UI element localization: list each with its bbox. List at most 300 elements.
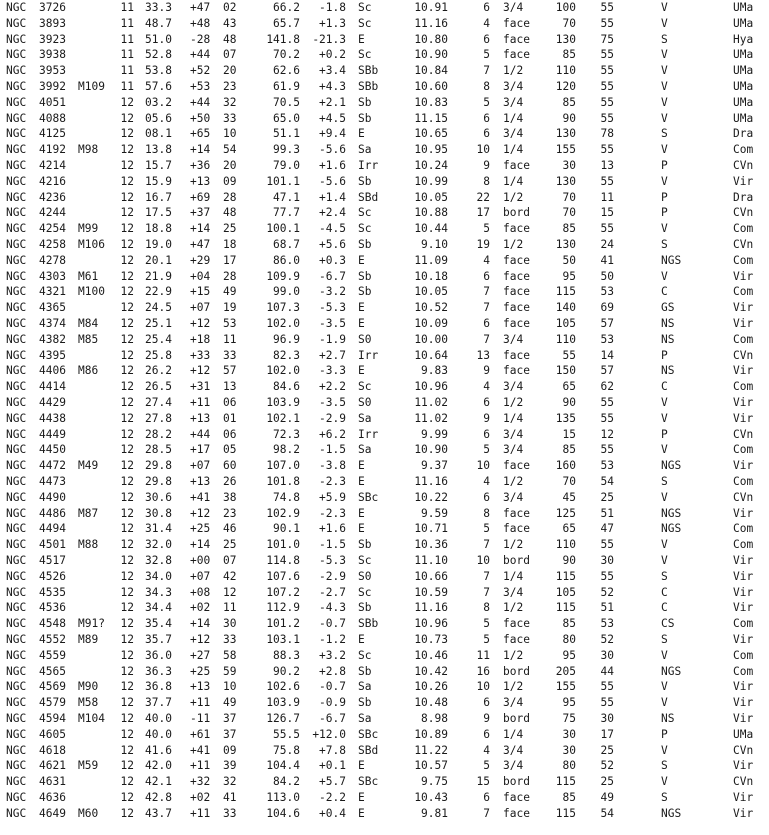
ra-minutes-cell: 20.1 bbox=[145, 253, 172, 267]
orientation-cell: 3/4 bbox=[503, 759, 524, 773]
orientation-cell: 3/4 bbox=[503, 443, 524, 457]
size-cell: 10 bbox=[476, 143, 490, 157]
ngc-number-cell: 4494 bbox=[39, 522, 66, 536]
group-cell: C bbox=[661, 601, 668, 615]
ra-minutes-cell: 03.2 bbox=[145, 95, 172, 109]
table-row bbox=[0, 395, 769, 411]
group-cell: C bbox=[661, 285, 668, 299]
gal-longitude-cell: 61.9 bbox=[273, 80, 300, 93]
constellation-cell: Vir bbox=[733, 554, 754, 567]
dec-degrees-cell: -11 bbox=[190, 712, 211, 725]
orientation-cell: 3/4 bbox=[503, 1, 524, 14]
position-angle-cell: 30 bbox=[562, 159, 576, 172]
constellation-cell: UMa bbox=[733, 64, 754, 78]
catalog-cell: NGC bbox=[6, 206, 27, 220]
position-angle-cell: 140 bbox=[555, 301, 576, 315]
ngc-number-cell: 4594 bbox=[39, 712, 66, 725]
dec-degrees-cell: +07 bbox=[190, 569, 211, 583]
ra-minutes-cell: 43.7 bbox=[145, 806, 172, 820]
group-cell: V bbox=[661, 696, 668, 710]
ra-minutes-cell: 22.9 bbox=[145, 285, 172, 299]
gal-latitude-cell: +1.3 bbox=[319, 16, 346, 30]
position-angle-cell: 85 bbox=[562, 791, 576, 804]
distance-cell: 30 bbox=[600, 712, 614, 725]
orientation-cell: face bbox=[503, 32, 530, 46]
constellation-cell: CVn bbox=[733, 159, 754, 172]
morph-type-cell: SBb bbox=[358, 80, 379, 93]
ra-hours-cell: 12 bbox=[120, 633, 134, 646]
ra-minutes-cell: 27.4 bbox=[145, 396, 172, 409]
ra-hours-cell: 12 bbox=[120, 206, 134, 220]
gal-longitude-cell: 102.1 bbox=[266, 411, 300, 425]
ngc-number-cell: 4559 bbox=[39, 648, 66, 662]
morph-type-cell: S0 bbox=[358, 569, 372, 583]
dec-degrees-cell: +44 bbox=[190, 95, 211, 109]
orientation-cell: 1/4 bbox=[503, 727, 524, 741]
position-angle-cell: 55 bbox=[562, 348, 576, 362]
magnitude-cell: 10.66 bbox=[414, 569, 448, 583]
catalog-cell: NGC bbox=[6, 759, 27, 773]
position-angle-cell: 15 bbox=[562, 427, 576, 441]
ra-hours-cell: 12 bbox=[120, 380, 134, 394]
position-angle-cell: 30 bbox=[562, 727, 576, 741]
gal-latitude-cell: -21.3 bbox=[312, 32, 346, 46]
gal-longitude-cell: 62.6 bbox=[273, 64, 300, 78]
gal-longitude-cell: 103.9 bbox=[266, 396, 300, 409]
ra-hours-cell: 11 bbox=[120, 16, 134, 30]
distance-cell: 54 bbox=[600, 475, 614, 488]
position-angle-cell: 130 bbox=[555, 238, 576, 251]
constellation-cell: CVn bbox=[733, 206, 754, 220]
gal-longitude-cell: 107.3 bbox=[266, 301, 300, 315]
dec-degrees-cell: +02 bbox=[190, 791, 211, 804]
table-row bbox=[0, 0, 769, 16]
magnitude-cell: 9.83 bbox=[421, 364, 448, 378]
size-cell: 6 bbox=[483, 32, 490, 46]
table-row bbox=[0, 332, 769, 348]
orientation-cell: 1/4 bbox=[503, 143, 524, 157]
constellation-cell: Com bbox=[733, 443, 754, 457]
orientation-cell: 1/2 bbox=[503, 396, 524, 409]
position-angle-cell: 115 bbox=[555, 806, 576, 820]
catalog-cell: NGC bbox=[6, 712, 27, 725]
magnitude-cell: 10.36 bbox=[414, 538, 448, 552]
table-row bbox=[0, 695, 769, 711]
messier-cell: M86 bbox=[78, 364, 99, 378]
ra-hours-cell: 12 bbox=[120, 601, 134, 615]
dec-minutes-cell: 33 bbox=[223, 633, 237, 646]
table-row bbox=[0, 600, 769, 616]
dec-minutes-cell: 37 bbox=[223, 727, 237, 741]
ra-minutes-cell: 17.5 bbox=[145, 206, 172, 220]
ngc-number-cell: 4618 bbox=[39, 743, 66, 757]
gal-longitude-cell: 65.7 bbox=[273, 16, 300, 30]
gal-latitude-cell: +5.9 bbox=[319, 490, 346, 504]
dec-degrees-cell: +14 bbox=[190, 617, 211, 631]
dec-minutes-cell: 46 bbox=[223, 522, 237, 536]
catalog-cell: NGC bbox=[6, 364, 27, 378]
constellation-cell: Vir bbox=[733, 601, 754, 615]
morph-type-cell: Sb bbox=[358, 174, 372, 188]
distance-cell: 55 bbox=[600, 48, 614, 62]
orientation-cell: face bbox=[503, 348, 530, 362]
catalog-cell: NGC bbox=[6, 490, 27, 504]
orientation-cell: 1/2 bbox=[503, 680, 524, 694]
magnitude-cell: 9.10 bbox=[421, 238, 448, 251]
ra-hours-cell: 12 bbox=[120, 427, 134, 441]
gal-longitude-cell: 141.8 bbox=[266, 32, 300, 46]
distance-cell: 55 bbox=[600, 174, 614, 188]
magnitude-cell: 10.95 bbox=[414, 143, 448, 157]
ra-hours-cell: 12 bbox=[120, 238, 134, 251]
magnitude-cell: 11.10 bbox=[414, 554, 448, 567]
constellation-cell: Vir bbox=[733, 364, 754, 378]
ra-hours-cell: 12 bbox=[120, 411, 134, 425]
table-row bbox=[0, 348, 769, 364]
morph-type-cell: SBd bbox=[358, 743, 379, 757]
gal-latitude-cell: -4.5 bbox=[319, 222, 346, 236]
table-row bbox=[0, 379, 769, 395]
morph-type-cell: Irr bbox=[358, 159, 379, 172]
position-angle-cell: 110 bbox=[555, 64, 576, 78]
constellation-cell: Dra bbox=[733, 127, 754, 141]
ra-hours-cell: 12 bbox=[120, 617, 134, 631]
table-row bbox=[0, 506, 769, 522]
orientation-cell: face bbox=[503, 317, 530, 330]
position-angle-cell: 70 bbox=[562, 475, 576, 488]
size-cell: 6 bbox=[483, 696, 490, 710]
magnitude-cell: 10.73 bbox=[414, 633, 448, 646]
catalog-cell: NGC bbox=[6, 396, 27, 409]
magnitude-cell: 10.44 bbox=[414, 222, 448, 236]
orientation-cell: face bbox=[503, 506, 530, 520]
distance-cell: 41 bbox=[600, 253, 614, 267]
table-row bbox=[0, 111, 769, 127]
orientation-cell: 1/4 bbox=[503, 411, 524, 425]
table-row bbox=[0, 300, 769, 316]
ngc-number-cell: 4278 bbox=[39, 253, 66, 267]
magnitude-cell: 10.99 bbox=[414, 174, 448, 188]
gal-longitude-cell: 47.1 bbox=[273, 190, 300, 204]
constellation-cell: CVn bbox=[733, 490, 754, 504]
position-angle-cell: 120 bbox=[555, 80, 576, 93]
dec-degrees-cell: +12 bbox=[190, 506, 211, 520]
ra-hours-cell: 12 bbox=[120, 475, 134, 488]
dec-degrees-cell: +14 bbox=[190, 143, 211, 157]
dec-degrees-cell: +12 bbox=[190, 364, 211, 378]
gal-latitude-cell: -2.9 bbox=[319, 569, 346, 583]
morph-type-cell: E bbox=[358, 759, 365, 773]
ra-minutes-cell: 28.5 bbox=[145, 443, 172, 457]
ra-hours-cell: 11 bbox=[120, 32, 134, 46]
position-angle-cell: 130 bbox=[555, 174, 576, 188]
catalog-cell: NGC bbox=[6, 127, 27, 141]
gal-longitude-cell: 74.8 bbox=[273, 490, 300, 504]
ngc-number-cell: 4088 bbox=[39, 111, 66, 125]
gal-longitude-cell: 68.7 bbox=[273, 238, 300, 251]
morph-type-cell: E bbox=[358, 253, 365, 267]
orientation-cell: face bbox=[503, 364, 530, 378]
magnitude-cell: 10.64 bbox=[414, 348, 448, 362]
catalog-cell: NGC bbox=[6, 411, 27, 425]
group-cell: V bbox=[661, 680, 668, 694]
ra-minutes-cell: 37.7 bbox=[145, 696, 172, 710]
catalog-cell: NGC bbox=[6, 506, 27, 520]
group-cell: S bbox=[661, 569, 668, 583]
constellation-cell: Vir bbox=[733, 680, 754, 694]
dec-degrees-cell: +27 bbox=[190, 648, 211, 662]
gal-latitude-cell: -5.6 bbox=[319, 143, 346, 157]
distance-cell: 55 bbox=[600, 64, 614, 78]
distance-cell: 44 bbox=[600, 664, 614, 678]
ra-hours-cell: 12 bbox=[120, 554, 134, 567]
morph-type-cell: E bbox=[358, 364, 365, 378]
magnitude-cell: 10.91 bbox=[414, 1, 448, 14]
group-cell: V bbox=[661, 554, 668, 567]
position-angle-cell: 70 bbox=[562, 206, 576, 220]
gal-longitude-cell: 99.3 bbox=[273, 143, 300, 157]
size-cell: 9 bbox=[483, 411, 490, 425]
dec-degrees-cell: +25 bbox=[190, 664, 211, 678]
size-cell: 7 bbox=[483, 285, 490, 299]
table-row bbox=[0, 411, 769, 427]
distance-cell: 30 bbox=[600, 554, 614, 567]
orientation-cell: 3/4 bbox=[503, 380, 524, 394]
magnitude-cell: 10.71 bbox=[414, 522, 448, 536]
distance-cell: 55 bbox=[600, 569, 614, 583]
gal-longitude-cell: 66.2 bbox=[273, 1, 300, 14]
distance-cell: 55 bbox=[600, 95, 614, 109]
position-angle-cell: 105 bbox=[555, 317, 576, 330]
catalog-cell: NGC bbox=[6, 285, 27, 299]
group-cell: S bbox=[661, 32, 668, 46]
group-cell: CS bbox=[661, 617, 675, 631]
morph-type-cell: SBc bbox=[358, 775, 379, 789]
size-cell: 7 bbox=[483, 538, 490, 552]
table-row bbox=[0, 363, 769, 379]
gal-longitude-cell: 100.1 bbox=[266, 222, 300, 236]
gal-longitude-cell: 102.9 bbox=[266, 506, 300, 520]
catalog-cell: NGC bbox=[6, 696, 27, 710]
catalog-cell: NGC bbox=[6, 95, 27, 109]
ngc-number-cell: 4621 bbox=[39, 759, 66, 773]
morph-type-cell: Sa bbox=[358, 712, 372, 725]
group-cell: NS bbox=[661, 712, 675, 725]
table-row bbox=[0, 221, 769, 237]
ngc-number-cell: 4552 bbox=[39, 633, 66, 646]
distance-cell: 24 bbox=[600, 238, 614, 251]
orientation-cell: face bbox=[503, 617, 530, 631]
size-cell: 9 bbox=[483, 364, 490, 378]
ra-hours-cell: 12 bbox=[120, 95, 134, 109]
ra-minutes-cell: 13.8 bbox=[145, 143, 172, 157]
orientation-cell: 1/2 bbox=[503, 190, 524, 204]
gal-longitude-cell: 102.0 bbox=[266, 317, 300, 330]
ra-minutes-cell: 29.8 bbox=[145, 459, 172, 473]
magnitude-cell: 10.52 bbox=[414, 301, 448, 315]
magnitude-cell: 10.00 bbox=[414, 332, 448, 346]
distance-cell: 25 bbox=[600, 743, 614, 757]
ngc-number-cell: 4125 bbox=[39, 127, 66, 141]
ra-minutes-cell: 27.8 bbox=[145, 411, 172, 425]
distance-cell: 55 bbox=[600, 396, 614, 409]
position-angle-cell: 75 bbox=[562, 712, 576, 725]
morph-type-cell: Sb bbox=[358, 269, 372, 283]
table-row bbox=[0, 774, 769, 790]
orientation-cell: face bbox=[503, 159, 530, 172]
morph-type-cell: Sb bbox=[358, 238, 372, 251]
catalog-cell: NGC bbox=[6, 569, 27, 583]
position-angle-cell: 80 bbox=[562, 633, 576, 646]
group-cell: V bbox=[661, 538, 668, 552]
dec-minutes-cell: 28 bbox=[223, 269, 237, 283]
gal-latitude-cell: +0.4 bbox=[319, 806, 346, 820]
orientation-cell: bord bbox=[503, 664, 530, 678]
orientation-cell: 3/4 bbox=[503, 585, 524, 599]
catalog-cell: NGC bbox=[6, 348, 27, 362]
dec-degrees-cell: +53 bbox=[190, 80, 211, 93]
dec-degrees-cell: +50 bbox=[190, 111, 211, 125]
ngc-number-cell: 4631 bbox=[39, 775, 66, 789]
ra-minutes-cell: 21.9 bbox=[145, 269, 172, 283]
gal-longitude-cell: 99.0 bbox=[273, 285, 300, 299]
position-angle-cell: 85 bbox=[562, 222, 576, 236]
ra-minutes-cell: 35.4 bbox=[145, 617, 172, 631]
group-cell: C bbox=[661, 380, 668, 394]
orientation-cell: bord bbox=[503, 206, 530, 220]
position-angle-cell: 85 bbox=[562, 95, 576, 109]
orientation-cell: face bbox=[503, 222, 530, 236]
morph-type-cell: SBc bbox=[358, 490, 379, 504]
orientation-cell: 1/2 bbox=[503, 64, 524, 78]
magnitude-cell: 10.09 bbox=[414, 317, 448, 330]
dec-degrees-cell: +47 bbox=[190, 238, 211, 251]
size-cell: 6 bbox=[483, 727, 490, 741]
constellation-cell: Vir bbox=[733, 317, 754, 330]
ngc-number-cell: 4579 bbox=[39, 696, 66, 710]
dec-minutes-cell: 09 bbox=[223, 174, 237, 188]
position-angle-cell: 65 bbox=[562, 380, 576, 394]
dec-minutes-cell: 48 bbox=[223, 32, 237, 46]
ra-minutes-cell: 34.0 bbox=[145, 569, 172, 583]
catalog-cell: NGC bbox=[6, 238, 27, 251]
dec-minutes-cell: 02 bbox=[223, 1, 237, 14]
ra-minutes-cell: 25.1 bbox=[145, 317, 172, 330]
catalog-cell: NGC bbox=[6, 633, 27, 646]
distance-cell: 52 bbox=[600, 633, 614, 646]
ra-minutes-cell: 26.2 bbox=[145, 364, 172, 378]
size-cell: 4 bbox=[483, 475, 490, 488]
position-angle-cell: 205 bbox=[555, 664, 576, 678]
distance-cell: 12 bbox=[600, 427, 614, 441]
catalog-cell: NGC bbox=[6, 522, 27, 536]
messier-cell: M89 bbox=[78, 633, 99, 646]
ngc-number-cell: 4449 bbox=[39, 427, 66, 441]
table-row bbox=[0, 537, 769, 553]
position-angle-cell: 130 bbox=[555, 32, 576, 46]
magnitude-cell: 10.88 bbox=[414, 206, 448, 220]
dec-minutes-cell: 39 bbox=[223, 759, 237, 773]
distance-cell: 75 bbox=[600, 32, 614, 46]
distance-cell: 54 bbox=[600, 806, 614, 820]
ngc-number-cell: 4565 bbox=[39, 664, 66, 678]
morph-type-cell: E bbox=[358, 317, 365, 330]
size-cell: 10 bbox=[476, 680, 490, 694]
table-row bbox=[0, 474, 769, 490]
dec-degrees-cell: +33 bbox=[190, 348, 211, 362]
morph-type-cell: Sc bbox=[358, 16, 372, 30]
morph-type-cell: S0 bbox=[358, 332, 372, 346]
dec-degrees-cell: +08 bbox=[190, 585, 211, 599]
orientation-cell: 1/4 bbox=[503, 111, 524, 125]
table-row bbox=[0, 95, 769, 111]
dec-minutes-cell: 06 bbox=[223, 396, 237, 409]
position-angle-cell: 95 bbox=[562, 648, 576, 662]
gal-latitude-cell: +2.4 bbox=[319, 206, 346, 220]
table-row bbox=[0, 47, 769, 63]
catalog-cell: NGC bbox=[6, 111, 27, 125]
constellation-cell: Vir bbox=[733, 396, 754, 409]
distance-cell: 55 bbox=[600, 411, 614, 425]
ra-hours-cell: 12 bbox=[120, 506, 134, 520]
position-angle-cell: 70 bbox=[562, 16, 576, 30]
gal-longitude-cell: 107.0 bbox=[266, 459, 300, 473]
dec-minutes-cell: 17 bbox=[223, 253, 237, 267]
orientation-cell: 1/2 bbox=[503, 538, 524, 552]
gal-latitude-cell: +3.4 bbox=[319, 64, 346, 78]
dec-degrees-cell: +17 bbox=[190, 443, 211, 457]
ra-hours-cell: 12 bbox=[120, 664, 134, 678]
ra-minutes-cell: 57.6 bbox=[145, 80, 172, 93]
catalog-cell: NGC bbox=[6, 427, 27, 441]
ngc-number-cell: 4501 bbox=[39, 538, 66, 552]
morph-type-cell: E bbox=[358, 791, 365, 804]
constellation-cell: UMa bbox=[733, 95, 754, 109]
constellation-cell: Com bbox=[733, 222, 754, 236]
ngc-number-cell: 4535 bbox=[39, 585, 66, 599]
dec-minutes-cell: 18 bbox=[223, 238, 237, 251]
dec-degrees-cell: +11 bbox=[190, 396, 211, 409]
ra-hours-cell: 12 bbox=[120, 775, 134, 789]
dec-minutes-cell: 07 bbox=[223, 554, 237, 567]
orientation-cell: 1/2 bbox=[503, 238, 524, 251]
ngc-number-cell: 3953 bbox=[39, 64, 66, 78]
ra-minutes-cell: 28.2 bbox=[145, 427, 172, 441]
size-cell: 7 bbox=[483, 64, 490, 78]
ngc-number-cell: 4244 bbox=[39, 206, 66, 220]
position-angle-cell: 155 bbox=[555, 680, 576, 694]
dec-minutes-cell: 32 bbox=[223, 775, 237, 789]
dec-minutes-cell: 05 bbox=[223, 443, 237, 457]
size-cell: 5 bbox=[483, 633, 490, 646]
messier-cell: M85 bbox=[78, 332, 99, 346]
distance-cell: 47 bbox=[600, 522, 614, 536]
constellation-cell: Vir bbox=[733, 806, 754, 820]
group-cell: S bbox=[661, 238, 668, 251]
position-angle-cell: 90 bbox=[562, 554, 576, 567]
gal-longitude-cell: 107.2 bbox=[266, 585, 300, 599]
gal-longitude-cell: 90.2 bbox=[273, 664, 300, 678]
magnitude-cell: 10.96 bbox=[414, 380, 448, 394]
catalog-cell: NGC bbox=[6, 585, 27, 599]
position-angle-cell: 150 bbox=[555, 364, 576, 378]
gal-longitude-cell: 88.3 bbox=[273, 648, 300, 662]
magnitude-cell: 8.98 bbox=[421, 712, 448, 725]
ra-minutes-cell: 30.8 bbox=[145, 506, 172, 520]
dec-minutes-cell: 33 bbox=[223, 111, 237, 125]
ra-minutes-cell: 52.8 bbox=[145, 48, 172, 62]
gal-latitude-cell: +1.6 bbox=[319, 522, 346, 536]
